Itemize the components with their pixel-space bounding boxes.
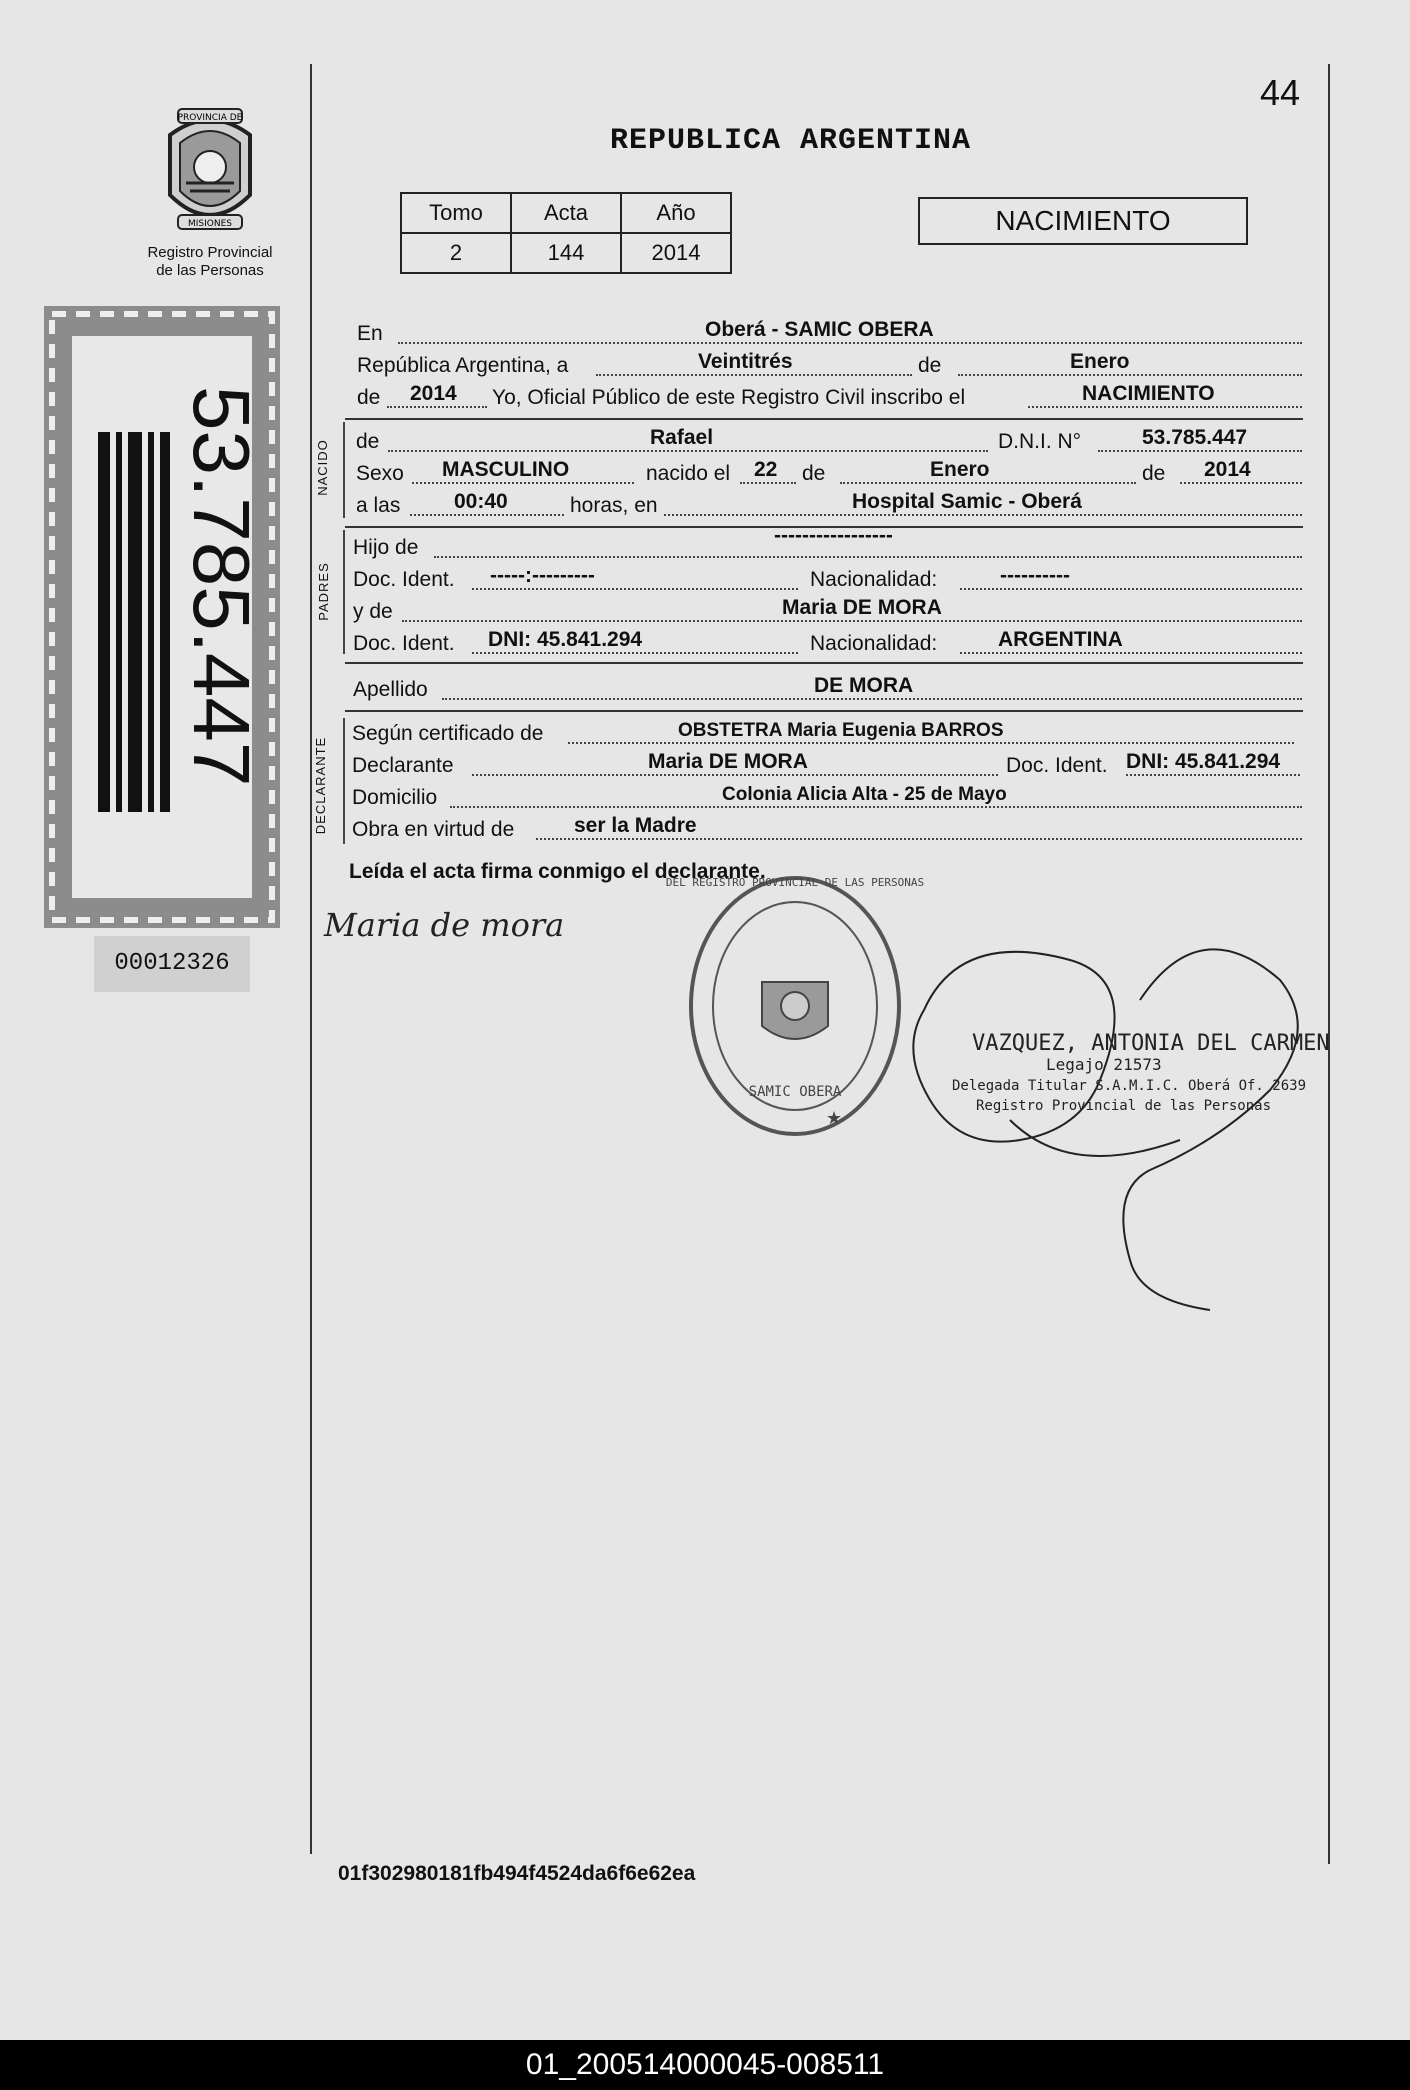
- nacido-section-label: NACIDO: [314, 439, 330, 496]
- dotted-leader: [412, 482, 634, 484]
- signature-text: Maria de mora: [324, 906, 565, 944]
- de-label: de: [918, 354, 942, 377]
- domicilio-label: Domicilio: [352, 786, 438, 809]
- yo-text: Yo, Oficial Público de este Registro Civil inscribo el: [492, 386, 966, 409]
- dotted-leader: [740, 482, 796, 484]
- official-name: VAZQUEZ, ANTONIA DEL CARMEN: [972, 1031, 1330, 1056]
- sexo-value: MASCULINO: [442, 458, 570, 481]
- stamp-top-text: DEL REGISTRO PROVINCIAL DE LAS PERSONAS: [665, 876, 925, 889]
- declarant-signature: [320, 896, 620, 956]
- tomo-value: 2: [401, 233, 511, 273]
- apellido-value: DE MORA: [814, 674, 914, 697]
- birth-year: 2014: [1204, 458, 1251, 481]
- dotted-leader: [960, 652, 1302, 654]
- dotted-leader: [568, 742, 1294, 744]
- en-label: En: [357, 322, 383, 345]
- barcode-number: 53.785.447: [177, 386, 266, 787]
- intro-line-1: [0, 316, 1410, 350]
- birth-place: Hospital Samic - Oberá: [852, 490, 1082, 513]
- act-type-value: NACIMIENTO: [1082, 382, 1215, 405]
- hijo-de-label: Hijo de: [353, 536, 419, 559]
- domicilio-value: Colonia Alicia Alta - 25 de Mayo: [722, 784, 1007, 805]
- father-name: -----------------: [774, 524, 893, 547]
- stamp-bottom-text: SAMIC OBERA: [748, 1084, 842, 1100]
- birth-day: 22: [754, 458, 778, 481]
- de-label: de: [802, 462, 826, 485]
- dotted-leader: [1180, 482, 1302, 484]
- star-icon: ★: [826, 1108, 843, 1128]
- padres-line-4: [0, 626, 1410, 660]
- registry-reference-table: [400, 192, 732, 274]
- dotted-leader: [1098, 450, 1302, 452]
- nacido-line-3: [0, 488, 1410, 522]
- footer-filename: 01_200514000045-008511: [0, 2040, 1410, 2090]
- official-office: Registro Provincial de las Personas: [976, 1098, 1272, 1114]
- mother-nationality: ARGENTINA: [998, 628, 1123, 651]
- birth-month: Enero: [930, 458, 990, 481]
- declarante-line-4: [0, 812, 1410, 846]
- mother-doc: DNI: 45.841.294: [488, 628, 643, 651]
- declarante-label: Declarante: [352, 754, 454, 777]
- tomo-header: Tomo: [401, 193, 511, 233]
- de2-label: de: [357, 386, 381, 409]
- registry-caption-line2: de las Personas: [156, 262, 264, 279]
- dotted-leader: [398, 342, 1302, 344]
- father-nationality: ----------: [1000, 564, 1070, 587]
- republica-label: República Argentina, a: [357, 354, 569, 377]
- dotted-leader: [664, 514, 1302, 516]
- child-dni: 53.785.447: [1142, 426, 1248, 449]
- padres-line-3: [0, 594, 1410, 628]
- padres-section-label: PADRES: [315, 562, 331, 621]
- dotted-leader: [434, 556, 1302, 558]
- dotted-leader: [472, 774, 998, 776]
- registry-type-box: NACIMIENTO: [918, 197, 1248, 245]
- doc-ident-label: Doc. Ident.: [353, 568, 455, 591]
- mother-name: Maria DE MORA: [782, 596, 942, 619]
- nacido-el-label: nacido el: [646, 462, 731, 485]
- nacionalidad-label: Nacionalidad:: [810, 568, 938, 591]
- dotted-leader: [410, 514, 564, 516]
- dotted-leader: [596, 374, 912, 376]
- anio-header: Año: [621, 193, 731, 233]
- separator-line: [345, 418, 1303, 420]
- a-las-label: a las: [356, 494, 401, 517]
- nacido-line-1: [0, 424, 1410, 458]
- closing-statement: Leída el acta firma conmigo el declarante.: [349, 860, 766, 883]
- declarante-section-label: DECLARANTE: [313, 736, 329, 835]
- padres-line-2: [0, 562, 1410, 596]
- apellido-label: Apellido: [353, 678, 428, 701]
- apellido-line: [0, 672, 1410, 706]
- year-value: 2014: [410, 382, 457, 405]
- official-role: Delegada Titular S.A.M.I.C. Oberá Of. 2639: [952, 1078, 1307, 1094]
- separator-line: [345, 662, 1303, 664]
- father-doc: -----:---------: [490, 564, 595, 587]
- certificado-value: OBSTETRA Maria Eugenia BARROS: [678, 720, 1004, 741]
- obra-label: Obra en virtud de: [352, 818, 515, 841]
- declarante-value: Maria DE MORA: [648, 750, 808, 773]
- obra-value: ser la Madre: [574, 814, 697, 837]
- provincial-seal-icon: [150, 105, 270, 235]
- registry-stamp-icon: [665, 866, 925, 1146]
- y-de-label: y de: [353, 600, 393, 623]
- svg-text:MISIONES: MISIONES: [187, 219, 233, 229]
- dotted-leader: [442, 698, 1302, 700]
- separator-line: [345, 710, 1303, 712]
- sexo-label: Sexo: [356, 462, 404, 485]
- nacionalidad-label: Nacionalidad:: [810, 632, 938, 655]
- nacido-line-2: [0, 456, 1410, 490]
- declarante-line-3: [0, 780, 1410, 814]
- dotted-leader: [958, 374, 1302, 376]
- registry-caption: [120, 244, 300, 280]
- dotted-leader: [1126, 774, 1300, 776]
- dotted-leader: [960, 588, 1302, 590]
- registry-caption-line1: Registro Provincial: [147, 244, 273, 261]
- day-text: Veintitrés: [698, 350, 793, 373]
- birth-time: 00:40: [454, 490, 508, 513]
- dotted-leader: [472, 652, 798, 654]
- declarante-line-1: [0, 716, 1410, 750]
- de-label: de: [1142, 462, 1166, 485]
- intro-line-2: [0, 348, 1410, 382]
- doc-ident-label: Doc. Ident.: [1006, 754, 1108, 777]
- month-value: Enero: [1070, 350, 1130, 373]
- dotted-leader: [450, 806, 1302, 808]
- page-number: 44: [1260, 72, 1301, 113]
- country-title: REPUBLICA ARGENTINA: [610, 124, 972, 158]
- doc-ident-label: Doc. Ident.: [353, 632, 455, 655]
- dotted-leader: [536, 838, 1302, 840]
- horas-label: horas, en: [570, 494, 658, 517]
- dotted-leader: [402, 620, 1302, 622]
- certificado-label: Según certificado de: [352, 722, 544, 745]
- official-legajo: Legajo 21573: [1046, 1055, 1162, 1074]
- dotted-leader: [1028, 406, 1302, 408]
- declarante-doc: DNI: 45.841.294: [1126, 750, 1281, 773]
- dni-label: D.N.I. N°: [998, 430, 1082, 453]
- acta-value: 144: [511, 233, 621, 273]
- dotted-leader: [387, 406, 487, 408]
- document-hash: 01f302980181fb494f4524da6f6e62ea: [338, 1862, 696, 1885]
- child-name: Rafael: [650, 426, 714, 449]
- official-stamp-and-signature: [900, 940, 1330, 1340]
- dotted-leader: [840, 482, 1136, 484]
- intro-line-3: [0, 380, 1410, 414]
- en-value: Oberá - SAMIC OBERA: [705, 318, 934, 341]
- dotted-leader: [472, 588, 798, 590]
- svg-text:PROVINCIA DE: PROVINCIA DE: [177, 113, 243, 123]
- declarante-line-2: [0, 748, 1410, 782]
- dotted-leader: [388, 450, 988, 452]
- padres-line-1: [0, 524, 1410, 564]
- de-label: de: [356, 430, 380, 453]
- anio-value: 2014: [621, 233, 731, 273]
- acta-header: Acta: [511, 193, 621, 233]
- serial-number: 00012326: [94, 936, 250, 992]
